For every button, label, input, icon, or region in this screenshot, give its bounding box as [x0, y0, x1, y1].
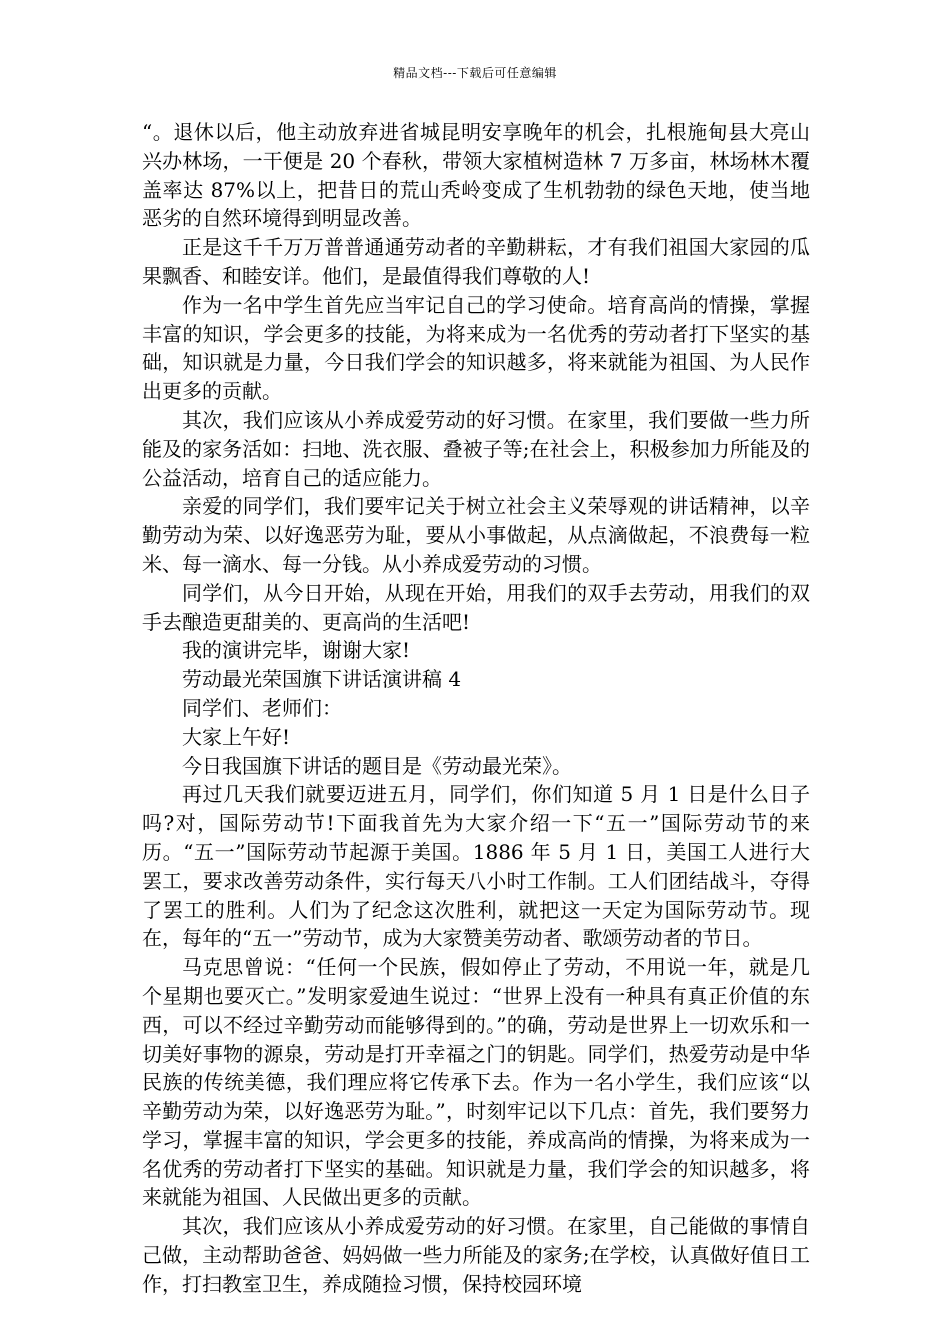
- section-title: 劳动最光荣国旗下讲话演讲稿 4: [182, 667, 462, 692]
- paragraph: 正是这千千万万普普通通劳动者的辛勤耕耘，才有我们祖国大家园的瓜果飘香、和睦安详。他们，是最值得我们尊敬的人!: [142, 235, 810, 288]
- page-header: 精品文档---下载后可任意编辑: [393, 66, 557, 80]
- document-body: [142, 118, 810, 1299]
- paragraph: 再过几天我们就要迈进五月，同学们，你们知道 5 月 1 日是什么日子吗?对，国际劳动节!下面我首先为大家介绍一下“五一”国际劳动节的来历。“五一”国际劳动节起源于美国。1886 年 5 月 1 日，美国工人进行大罢工，要求改善劳动条件，实行每天八小时工作制。工人们团结战斗，夺得了罢工的胜利。人们为了纪念这次胜利，就把这一天定为国际劳动节。现在，每年的“五一”劳动节，成为大家赞美劳动者、歌颂劳动者的节日。: [142, 782, 810, 951]
- paragraph: 其次，我们应该从小养成爱劳动的好习惯。在家里，我们要做一些力所能及的家务活如：扫地、洗衣服、叠被子等;在社会上，积极参加力所能及的公益活动，培育自己的适应能力。: [142, 407, 810, 490]
- greeting: 大家上午好!: [182, 724, 291, 749]
- paragraph: 亲爱的同学们，我们要牢记关于树立社会主义荣辱观的讲话精神，以辛勤劳动为荣、以好逸恶劳为耻，要从小事做起，从点滴做起，不浪费每一粒米、每一滴水、每一分钱。从小养成爱劳动的习惯。: [142, 494, 810, 576]
- paragraph: “。退休以后，他主动放弃进省城昆明安享晚年的机会，扎根施甸县大亮山兴办林场，一干便是 20 个春秋，带领大家植树造林 7 万多亩，林场林木覆盖率达 87%以上，把昔日的荒山秃岭变成了生机勃勃的绿色天地，使当地恶劣的自然环境得到明显改善。: [142, 120, 810, 231]
- paragraph: 其次，我们应该从小养成爱劳动的好习惯。在家里，自己能做的事情自己做，主动帮助爸爸、妈妈做一些力所能及的家务;在学校，认真做好值日工作，打扫教室卫生，养成随捡习惯，保持校园环境: [142, 1214, 810, 1296]
- paragraph: 今日我国旗下讲话的题目是《劳动最光荣》。: [182, 753, 572, 778]
- paragraph: 我的演讲完毕，谢谢大家!: [182, 638, 411, 663]
- paragraph: 作为一名中学生首先应当牢记自己的学习使命。培育高尚的情操，掌握丰富的知识，学会更多的技能，为将来成为一名优秀的劳动者打下坚实的基础，知识就是力量，今日我们学会的知识越多，将来就能为祖国、为人民作出更多的贡献。: [142, 292, 810, 404]
- paragraph: 马克思曾说：“任何一个民族，假如停止了劳动，不用说一年，就是几个星期也要灭亡。”发明家爱迪生说过：“世界上没有一种具有真正价值的东西，可以不经过辛勤劳动而能够得到的。”的确，劳动是世界上一切欢乐和一切美好事物的源泉，劳动是打开幸福之门的钥匙。同学们，热爱劳动是中华民族的传统美德，我们理应将它传承下去。作为一名小学生，我们应该“以辛勤劳动为荣，以好逸恶劳为耻。”，时刻牢记以下几点：首先，我们要努力学习，掌握丰富的知识，学会更多的技能，养成高尚的情操，为将来成为一名优秀的劳动者打下坚实的基础。知识就是力量，我们学会的知识越多，将来就能为祖国、人民做出更多的贡献。: [142, 955, 810, 1210]
- salutation: 同学们、老师们：: [182, 695, 342, 720]
- paragraph: 同学们，从今日开始，从现在开始，用我们的双手去劳动，用我们的双手去酿造更甜美的、更高尚的生活吧!: [142, 580, 810, 634]
